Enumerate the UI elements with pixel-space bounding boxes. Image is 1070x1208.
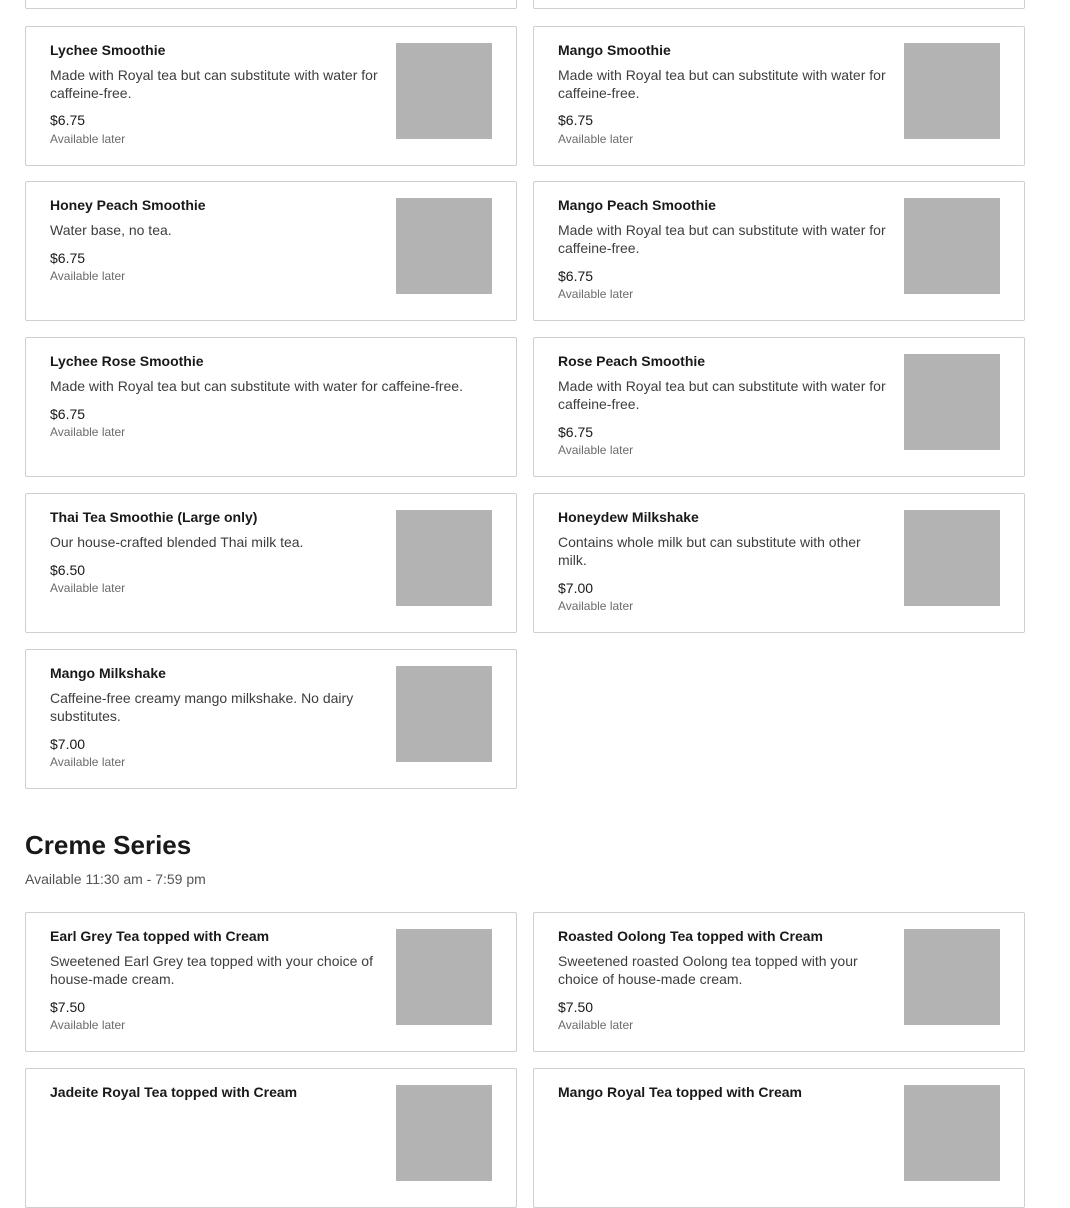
menu-item-card-partial[interactable]: [533, 0, 1025, 9]
item-description: Sweetened roasted Oolong tea topped with your choice of house-made cream.: [558, 953, 858, 987]
menu-item-card-lychee-smoothie[interactable]: [25, 26, 517, 166]
menu-item-card-earl-grey-cream[interactable]: [25, 912, 517, 1052]
item-availability: Available later: [558, 443, 634, 457]
item-name: Lychee Smoothie: [50, 42, 166, 58]
item-description: Water base, no tea.: [50, 222, 172, 238]
item-availability: Available later: [558, 132, 634, 146]
item-name: Mango Milkshake: [50, 665, 166, 681]
item-image: [396, 510, 492, 606]
item-name: Mango Peach Smoothie: [558, 197, 716, 213]
menu-item-card-honeydew-milkshake[interactable]: [533, 493, 1025, 633]
item-description: Sweetened Earl Grey tea topped with your choice of house-made cream.: [50, 953, 373, 987]
item-name: Rose Peach Smoothie: [558, 353, 706, 369]
item-availability: Available later: [558, 287, 634, 301]
item-name: Mango Royal Tea topped with Cream: [558, 1084, 802, 1100]
section-hours: Available 11:30 am - 7:59 pm: [25, 871, 206, 887]
item-availability: Available later: [50, 269, 126, 283]
menu-item-card-lychee-rose-smoothie[interactable]: [25, 337, 517, 477]
item-image: [396, 929, 492, 1025]
item-name: Mango Smoothie: [558, 42, 671, 58]
item-description: Our house-crafted blended Thai milk tea.: [50, 534, 304, 550]
item-availability: Available later: [558, 599, 634, 613]
menu-item-card-jadeite-royal-cream[interactable]: [25, 1068, 517, 1208]
item-image: [396, 198, 492, 294]
item-price: $6.75: [50, 112, 86, 128]
item-availability: Available later: [50, 755, 126, 769]
item-image: [904, 43, 1000, 139]
item-availability: Available later: [50, 581, 126, 595]
item-description: Contains whole milk but can substitute with other milk.: [558, 534, 861, 568]
item-availability: Available later: [50, 425, 126, 439]
item-price: $6.75: [50, 250, 86, 266]
item-price: $6.75: [558, 424, 594, 440]
item-price: $6.75: [50, 406, 86, 422]
item-name: Lychee Rose Smoothie: [50, 353, 204, 369]
menu-item-card-partial[interactable]: [25, 0, 517, 9]
item-image: [396, 666, 492, 762]
item-availability: Available later: [558, 1018, 634, 1032]
item-price: $6.75: [558, 268, 594, 284]
item-price: $7.00: [558, 580, 594, 596]
item-availability: Available later: [50, 1018, 126, 1032]
item-price: $6.50: [50, 562, 86, 578]
item-image: [904, 510, 1000, 606]
menu-item-card-thai-tea-smoothie[interactable]: [25, 493, 517, 633]
menu-item-card-mango-peach-smoothie[interactable]: [533, 181, 1025, 321]
menu-item-card-rose-peach-smoothie[interactable]: [533, 337, 1025, 477]
item-description: Caffeine-free creamy mango milkshake. No dairy substitutes.: [50, 690, 354, 724]
item-name: Roasted Oolong Tea topped with Cream: [558, 928, 823, 944]
item-description: Made with Royal tea but can substitute with water for caffeine-free.: [50, 67, 378, 101]
item-image: [396, 1085, 492, 1181]
menu-item-card-roasted-oolong-cream[interactable]: [533, 912, 1025, 1052]
item-image: [904, 1085, 1000, 1181]
menu-item-card-mango-royal-cream[interactable]: [533, 1068, 1025, 1208]
item-description: Made with Royal tea but can substitute with water for caffeine-free.: [558, 222, 886, 256]
item-availability: Available later: [50, 132, 126, 146]
item-price: $7.50: [558, 999, 594, 1015]
item-name: Honeydew Milkshake: [558, 509, 699, 525]
item-image: [396, 43, 492, 139]
item-description: Made with Royal tea but can substitute with water for caffeine-free.: [558, 378, 886, 412]
item-image: [904, 354, 1000, 450]
section-title: Creme Series: [25, 830, 192, 860]
item-name: Thai Tea Smoothie (Large only): [50, 509, 258, 525]
menu-item-card-mango-smoothie[interactable]: [533, 26, 1025, 166]
item-price: $7.50: [50, 999, 86, 1015]
item-description: Made with Royal tea but can substitute with water for caffeine-free.: [558, 67, 886, 101]
item-name: Honey Peach Smoothie: [50, 197, 206, 213]
item-price: $7.00: [50, 736, 86, 752]
menu-item-card-mango-milkshake[interactable]: [25, 649, 517, 789]
item-image: [904, 929, 1000, 1025]
menu-item-card-honey-peach-smoothie[interactable]: [25, 181, 517, 321]
item-price: $6.75: [558, 112, 594, 128]
item-description: Made with Royal tea but can substitute with water for caffeine-free.: [50, 378, 463, 394]
item-image: [904, 198, 1000, 294]
item-name: Jadeite Royal Tea topped with Cream: [50, 1084, 298, 1100]
item-name: Earl Grey Tea topped with Cream: [50, 928, 270, 944]
